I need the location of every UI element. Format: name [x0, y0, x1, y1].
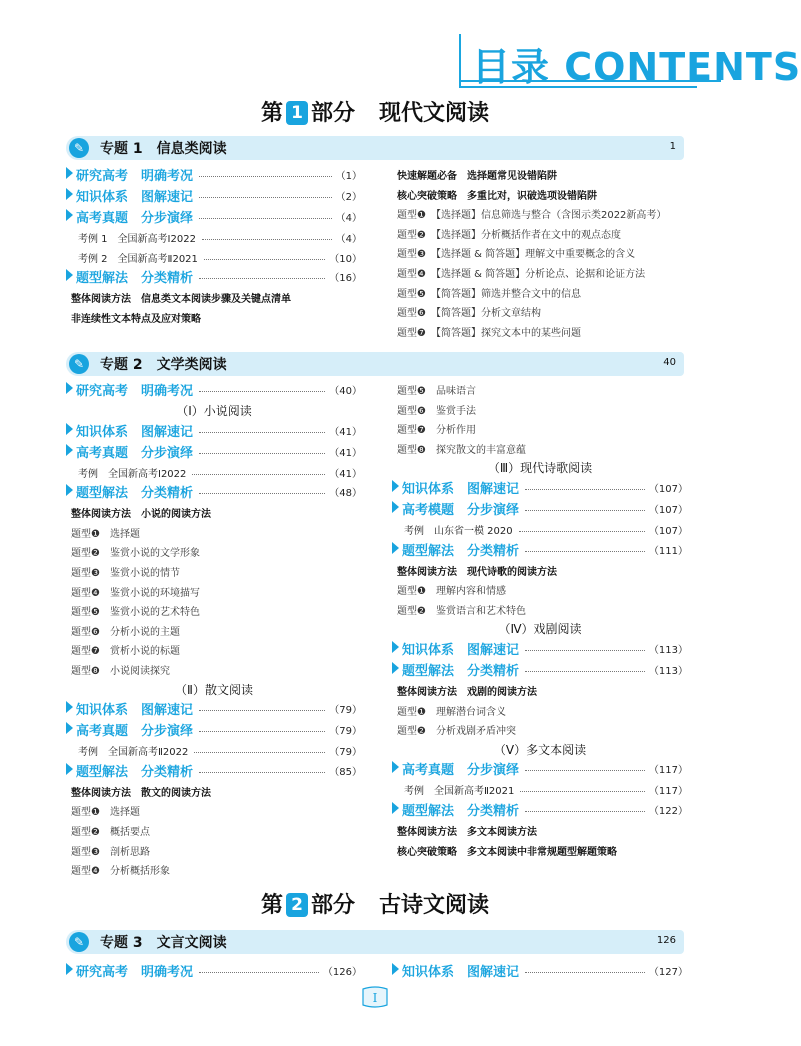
entry-label: 题型❹ 分析概括形象 [71, 866, 170, 878]
dot-leader [199, 710, 325, 711]
play-arrow-icon [392, 542, 399, 554]
entry-label: 题型❸ 【选择题 & 简答题】理解文中重要概念的含义 [397, 249, 636, 261]
toc-type-entry [66, 800, 362, 820]
entry-label: 高考真题 分步演绎 [76, 724, 194, 740]
entry-page: （79） [329, 726, 362, 738]
toc-method-entry [392, 840, 688, 860]
toc-section-entry[interactable] [392, 659, 688, 680]
entry-label: 题型❶ 理解内容和情感 [397, 586, 506, 598]
entry-label: 核心突破策略 多重比对，识破选项设错陷阱 [397, 190, 597, 202]
topic-1-header[interactable] [66, 136, 684, 160]
toc-type-entry [392, 223, 688, 243]
part-prefix: 第 [260, 892, 283, 918]
entry-label: 知识体系 图解速记 [76, 190, 194, 205]
play-arrow-icon [392, 761, 399, 773]
toc-section-entry[interactable] [66, 185, 362, 206]
entry-label: 题型解法 分类精析 [76, 486, 194, 502]
topic-3-right-column [392, 960, 688, 981]
toc-method-entry [66, 502, 362, 522]
entry-page: （41） [329, 426, 362, 438]
entry-label: 高考真题 分步演绎 [76, 445, 194, 461]
toc-method-entry [392, 164, 688, 184]
toc-section-entry[interactable] [66, 206, 362, 227]
toc-method-entry [392, 820, 688, 840]
topic-3-left-column [66, 960, 362, 981]
toc-section-entry[interactable] [392, 960, 688, 981]
toc-section-entry[interactable] [392, 758, 688, 779]
dot-leader [199, 391, 325, 392]
toc-section-entry[interactable] [392, 799, 688, 820]
play-arrow-icon [66, 167, 73, 179]
entry-label: 考例 全国新高考Ⅱ2021 [404, 786, 515, 798]
part-suffix: 部分 [310, 100, 355, 126]
dot-leader [199, 197, 332, 198]
topic-1-left-column [66, 164, 362, 326]
dot-leader [525, 671, 645, 672]
toc-type-entry [66, 600, 362, 620]
toc-type-entry [66, 620, 362, 640]
play-arrow-icon [66, 444, 73, 456]
entry-label: 考例 1 全国新高考Ⅰ2022 [78, 234, 196, 245]
entry-label: 非连续性文本特点及应对策略 [71, 313, 201, 325]
play-arrow-icon [392, 662, 399, 674]
topic-1-right-column [392, 164, 688, 340]
part-suffix: 部分 [310, 892, 355, 918]
dot-leader [525, 811, 645, 812]
toc-type-entry [392, 579, 688, 599]
entry-page: （107） [648, 504, 688, 516]
entry-label: 题型解法 分类精析 [402, 543, 520, 559]
entry-label: 知识体系 图解速记 [402, 965, 520, 980]
entry-label: 快速解题必备 选择题常见设错陷阱 [397, 171, 557, 182]
play-arrow-icon [66, 722, 73, 734]
dot-leader [199, 278, 325, 279]
toc-section-entry[interactable] [392, 638, 688, 659]
dot-leader [192, 474, 325, 475]
entry-page: （79） [329, 705, 362, 717]
toc-type-entry [392, 203, 688, 223]
entry-label: 核心突破策略 多文本阅读中非常规题型解题策略 [397, 846, 617, 858]
toc-section-entry[interactable] [66, 760, 362, 781]
entry-label: 题型❻ 【简答题】分析文章结构 [397, 308, 541, 320]
entry-page: （126） [322, 967, 362, 978]
dot-leader [202, 239, 332, 240]
entry-label: 题型❻ 分析小说的主题 [71, 626, 180, 638]
toc-method-entry [392, 680, 688, 700]
entry-page: （2） [335, 192, 362, 203]
entry-label: 题型❻ 鉴赏手法 [397, 405, 476, 417]
toc-type-entry [392, 700, 688, 720]
toc-subsection-title [392, 618, 688, 638]
play-arrow-icon [392, 802, 399, 814]
entry-page: （111） [648, 545, 688, 557]
entry-label: 题型❺ 品味语言 [397, 386, 476, 397]
entry-label: 题型❶ 理解潜台词含义 [397, 706, 506, 718]
entry-label: 题型❶ 选择题 [71, 528, 140, 540]
entry-page: （79） [329, 747, 362, 759]
entry-label: 题型解法 分类精析 [76, 764, 194, 780]
toc-type-entry [392, 438, 688, 458]
dot-leader [204, 259, 325, 260]
entry-page: （113） [648, 665, 688, 677]
play-arrow-icon [392, 641, 399, 653]
toc-type-entry [66, 840, 362, 860]
toc-section-entry[interactable] [66, 481, 362, 502]
entry-label: 考例 全国新高考Ⅱ2022 [78, 747, 189, 759]
entry-page: （117） [648, 765, 688, 777]
entry-label: 高考真题 分步演绎 [402, 763, 520, 779]
toc-method-entry [66, 287, 362, 307]
part-name: 古诗文阅读 [379, 892, 490, 918]
topic-book-icon: ✎ [69, 354, 89, 374]
entry-label: （Ⅰ）小说阅读 [176, 404, 252, 418]
dot-leader [194, 752, 325, 753]
entry-label: 整体阅读方法 散文的阅读方法 [71, 787, 211, 799]
toc-method-entry [392, 560, 688, 580]
entry-label: 知识体系 图解速记 [76, 703, 194, 719]
dot-leader [525, 510, 645, 511]
entry-label: （Ⅲ）现代诗歌阅读 [487, 461, 593, 476]
toc-type-entry [392, 321, 688, 341]
topic-3-header[interactable] [66, 930, 684, 954]
entry-label: 题型❸ 鉴赏小说的情节 [71, 567, 180, 579]
entry-page: （4） [335, 234, 362, 245]
entry-label: 题型❺ 【简答题】筛选并整合文中的信息 [397, 288, 581, 300]
entry-label: 整体阅读方法 现代诗歌的阅读方法 [397, 566, 557, 578]
toc-type-entry [66, 541, 362, 561]
entry-label: 考例 全国新高考Ⅰ2022 [78, 468, 187, 480]
part-name: 现代文阅读 [379, 100, 490, 126]
toc-section-entry[interactable] [66, 719, 362, 740]
dot-leader [199, 731, 325, 732]
entry-label: （Ⅴ）多文本阅读 [493, 742, 587, 757]
play-arrow-icon [66, 423, 73, 435]
entry-label: 题型解法 分类精析 [76, 271, 194, 287]
toc-method-entry [66, 307, 362, 327]
dot-leader [525, 650, 645, 651]
play-arrow-icon [66, 188, 73, 200]
entry-label: 知识体系 图解速记 [402, 642, 520, 658]
dot-leader [199, 176, 332, 177]
play-arrow-icon [66, 963, 73, 975]
dot-leader [519, 531, 645, 532]
entry-page: （107） [648, 525, 688, 537]
toc-subsection-title [66, 679, 362, 699]
entry-page: （16） [329, 273, 362, 285]
part-prefix: 第 [260, 100, 283, 126]
toc-subsection-title [66, 400, 362, 420]
topic-page: 40 [663, 357, 676, 368]
entry-label: 题型❺ 鉴赏小说的艺术特色 [71, 607, 200, 619]
toc-subsection-title [392, 457, 688, 477]
toc-example-entry[interactable] [66, 227, 362, 247]
dot-leader [525, 770, 645, 771]
entry-page: （1） [335, 171, 362, 182]
entry-page: （41） [329, 468, 362, 480]
toc-section-entry[interactable] [392, 539, 688, 560]
entry-label: 题型解法 分类精析 [402, 803, 520, 819]
entry-label: 整体阅读方法 多文本阅读方法 [397, 826, 537, 838]
entry-label: 题型❼ 赏析小说的标题 [71, 646, 180, 658]
toc-type-entry [66, 859, 362, 879]
entry-page: （10） [329, 253, 362, 265]
play-arrow-icon [66, 701, 73, 713]
entry-label: 题型❹ 【选择题 & 简答题】分析论点、论据和论证方法 [397, 268, 646, 280]
toc-section-entry[interactable] [66, 441, 362, 462]
topic-book-icon: ✎ [69, 932, 89, 952]
dot-leader [199, 493, 325, 494]
toc-type-entry [392, 599, 688, 619]
toc-section-entry[interactable] [66, 379, 362, 400]
toc-example-entry[interactable] [66, 462, 362, 482]
entry-label: 题型解法 分类精析 [402, 663, 520, 679]
entry-label: 研究高考 明确考况 [76, 169, 194, 184]
dot-leader [525, 551, 645, 552]
toc-section-entry[interactable] [66, 266, 362, 287]
entry-page: （117） [648, 786, 688, 798]
toc-section-entry[interactable] [66, 960, 362, 981]
play-arrow-icon [392, 501, 399, 513]
entry-page: （122） [648, 805, 688, 817]
entry-label: 知识体系 图解速记 [402, 481, 520, 497]
footer-page-ornament [360, 985, 390, 1011]
entry-label: 整体阅读方法 小说的阅读方法 [71, 509, 211, 521]
entry-label: 题型❶ 【选择题】信息筛选与整合（含图示类2022新高考） [397, 210, 667, 222]
entry-label: 题型❸ 剖析思路 [71, 846, 150, 858]
entry-label: （Ⅳ）戏剧阅读 [498, 622, 582, 637]
part-number-badge: 2 [286, 893, 308, 917]
page-title: 目录 CONTENTS [472, 45, 801, 89]
toc-example-entry[interactable] [392, 779, 688, 799]
toc-type-entry [392, 399, 688, 419]
entry-label: 题型❹ 鉴赏小说的环境描写 [71, 587, 200, 599]
entry-label: 题型❷ 鉴赏小说的文学形象 [71, 548, 200, 560]
entry-page: （48） [329, 488, 362, 500]
play-arrow-icon [392, 480, 399, 492]
entry-label: 知识体系 图解速记 [76, 424, 194, 440]
toc-type-entry [66, 522, 362, 542]
dot-leader [520, 791, 645, 792]
play-arrow-icon [392, 963, 399, 975]
dot-leader [525, 489, 645, 490]
toc-type-entry [392, 242, 688, 262]
entry-page: （41） [329, 447, 362, 459]
entry-page: （127） [648, 967, 688, 978]
entry-label: 高考真题 分步演绎 [76, 211, 194, 226]
play-arrow-icon [66, 209, 73, 221]
entry-page: （4） [335, 213, 362, 224]
topic-2-header[interactable] [66, 352, 684, 376]
dot-leader [525, 972, 645, 973]
part-1-title [0, 96, 750, 127]
entry-label: 考例 山东省一模 2020 [404, 525, 513, 537]
entry-label: 整体阅读方法 戏剧的阅读方法 [397, 686, 537, 698]
toc-type-entry [66, 561, 362, 581]
entry-page: （113） [648, 644, 688, 656]
topic-name: 专题 2 文学类阅读 [100, 357, 227, 373]
toc-type-entry [66, 820, 362, 840]
toc-type-entry [392, 719, 688, 739]
entry-label: 整体阅读方法 信息类文本阅读步骤及关键点清单 [71, 294, 291, 306]
entry-label: 题型❷ 【选择题】分析概括作者在文中的观点态度 [397, 229, 621, 241]
toc-type-entry [392, 418, 688, 438]
topic-page: 126 [656, 935, 676, 946]
toc-type-entry [392, 301, 688, 321]
toc-subsection-title [392, 739, 688, 759]
toc-type-entry [66, 639, 362, 659]
dot-leader [199, 453, 325, 454]
topic-name: 专题 1 信息类阅读 [100, 141, 227, 157]
toc-method-entry [392, 184, 688, 204]
toc-type-entry [392, 262, 688, 282]
part-number-badge: 1 [286, 101, 308, 125]
toc-example-entry[interactable] [66, 247, 362, 267]
entry-page: （85） [329, 766, 362, 778]
toc-example-entry[interactable] [66, 740, 362, 760]
entry-label: 题型❽ 探究散文的丰富意蕴 [397, 444, 526, 456]
topic-name: 专题 3 文言文阅读 [100, 935, 227, 951]
entry-page: （107） [648, 483, 688, 495]
toc-section-entry[interactable] [66, 698, 362, 719]
dot-leader [199, 972, 319, 973]
entry-label: （Ⅱ）散文阅读 [175, 682, 253, 697]
toc-type-entry [392, 282, 688, 302]
entry-label: 题型❷ 概括要点 [71, 826, 150, 838]
entry-label: 考例 2 全国新高考Ⅱ2021 [78, 253, 198, 265]
entry-label: 研究高考 明确考况 [76, 384, 194, 399]
entry-label: 高考模题 分步演绎 [402, 502, 520, 518]
entry-label: 题型❶ 选择题 [71, 807, 140, 819]
dot-leader [199, 218, 332, 219]
toc-method-entry [66, 781, 362, 801]
play-arrow-icon [66, 484, 73, 496]
toc-section-entry[interactable] [66, 420, 362, 441]
play-arrow-icon [66, 269, 73, 281]
topic-book-icon: ✎ [69, 138, 89, 158]
topic-2-right-column [392, 379, 688, 859]
dot-leader [199, 432, 325, 433]
entry-label: 研究高考 明确考况 [76, 965, 194, 980]
toc-type-entry [66, 581, 362, 601]
play-arrow-icon [66, 382, 73, 394]
footer-page-number: Ⅰ [372, 991, 378, 1005]
play-arrow-icon [66, 763, 73, 775]
entry-label: 题型❼ 分析作用 [397, 425, 476, 437]
entry-page: （40） [329, 386, 362, 397]
topic-2-left-column [66, 379, 362, 879]
entry-label: 题型❽ 小说阅读探究 [71, 665, 170, 677]
toc-example-entry[interactable] [392, 519, 688, 539]
toc-section-entry[interactable] [66, 164, 362, 185]
dot-leader [199, 772, 325, 773]
topic-page: 1 [669, 141, 676, 152]
toc-section-entry[interactable] [392, 477, 688, 498]
toc-type-entry [66, 659, 362, 679]
entry-label: 题型❷ 鉴赏语言和艺术特色 [397, 605, 526, 617]
toc-type-entry [392, 379, 688, 399]
toc-section-entry[interactable] [392, 498, 688, 519]
part-2-title [0, 888, 750, 919]
entry-label: 题型❷ 分析戏剧矛盾冲突 [397, 726, 516, 738]
entry-label: 题型❼ 【简答题】探究文本中的某些问题 [397, 327, 581, 339]
